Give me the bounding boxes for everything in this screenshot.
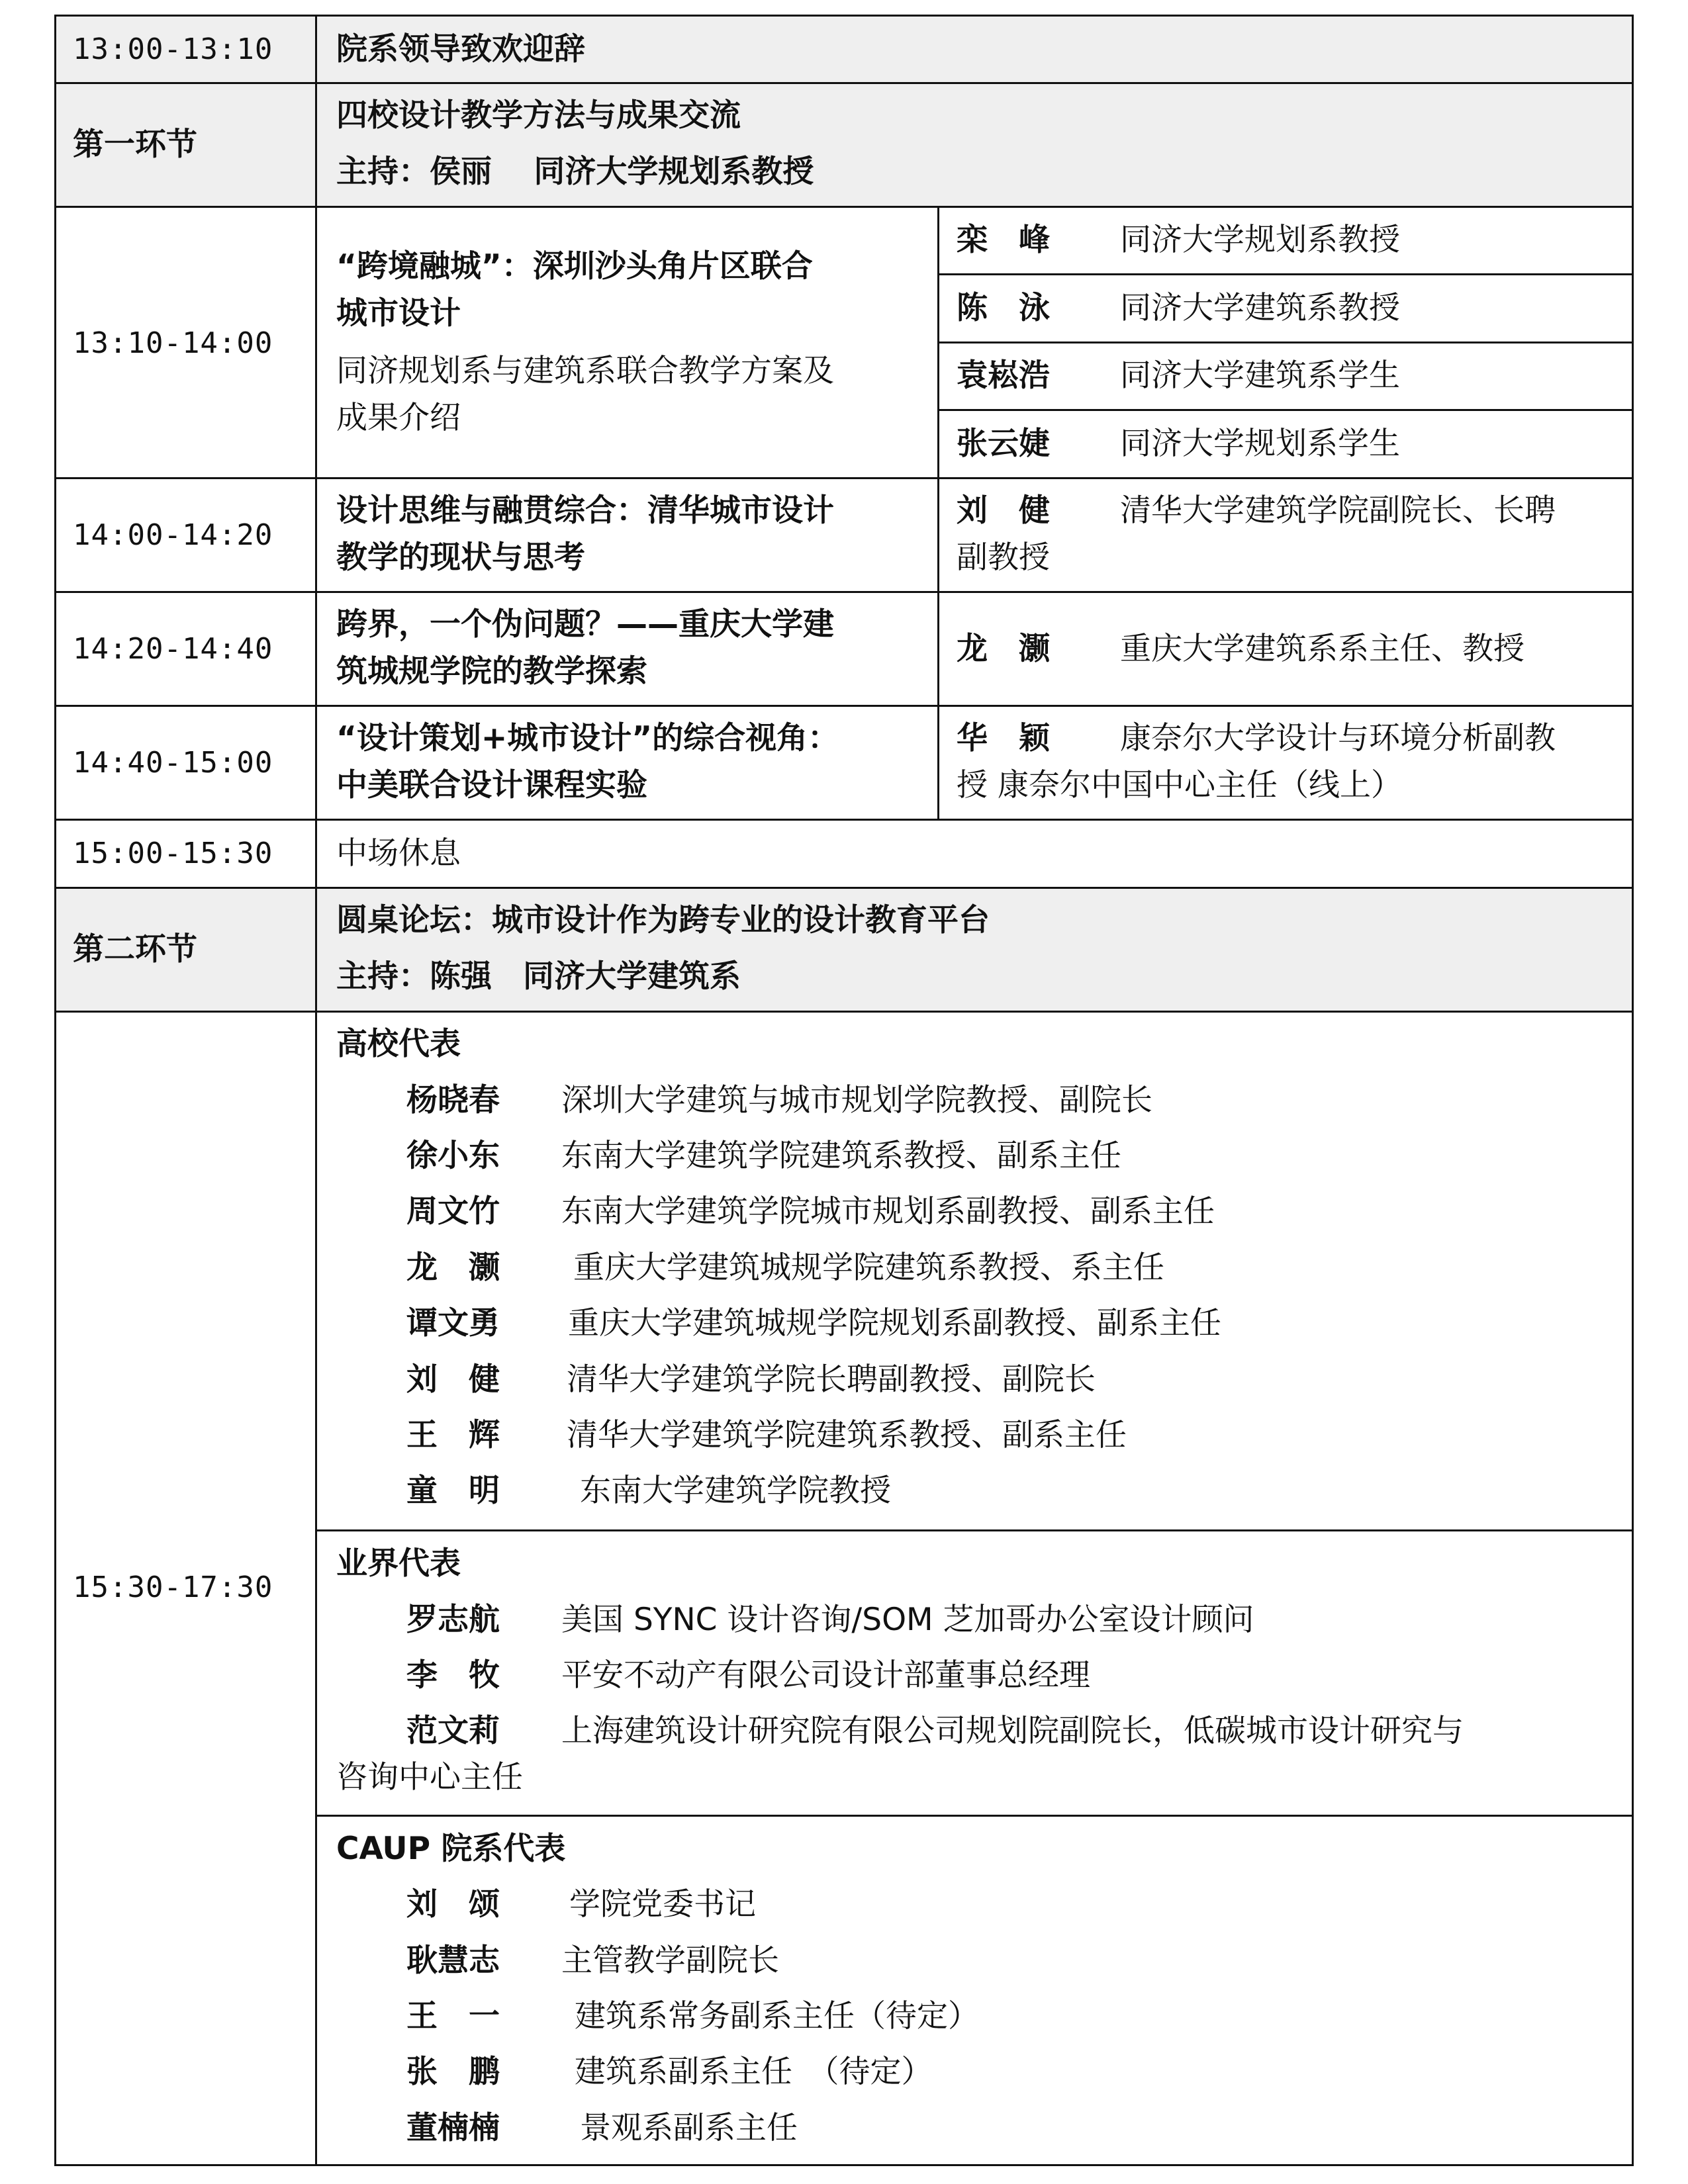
member-name: 董楠楠 <box>406 2110 500 2146</box>
member-role: 东南大学建筑学院教授 <box>580 1473 891 1509</box>
member-role: 景观系副系主任 <box>580 2110 798 2146</box>
speaker-name: 华 颖 <box>957 720 1050 756</box>
group-title: CAUP 院系代表 <box>336 1831 566 1867</box>
member-name: 李 牧 <box>406 1657 500 1694</box>
talk-title: 城市设计 <box>336 295 461 332</box>
member-name: 张 鹏 <box>406 2054 500 2090</box>
time-column-divider <box>315 15 317 2166</box>
row-divider <box>54 477 1634 479</box>
talk-title: 筑城规学院的教学探索 <box>336 653 647 690</box>
speaker-divider <box>938 409 1634 411</box>
speaker-name: 栾 峰 <box>957 222 1050 258</box>
member-name: 刘 颂 <box>406 1886 500 1923</box>
member-name: 徐小东 <box>406 1138 500 1174</box>
row-divider <box>54 206 1634 208</box>
talk-title: 中美联合设计课程实验 <box>336 767 647 803</box>
group-divider <box>316 1815 1634 1817</box>
member-name: 王 辉 <box>406 1417 500 1453</box>
section-title: 圆桌论坛：城市设计作为跨专业的设计教育平台 <box>336 902 990 938</box>
member-role-continued: 咨询中心主任 <box>336 1759 523 1796</box>
row-divider <box>54 887 1634 889</box>
talk-title: “跨境融城”：深圳沙头角片区联合 <box>336 248 813 285</box>
group-title: 高校代表 <box>336 1026 461 1062</box>
row-divider <box>54 1011 1634 1013</box>
talk-subtitle: 成果介绍 <box>336 400 461 436</box>
row-divider <box>54 82 1634 84</box>
member-role: 东南大学建筑学院城市规划系副教授、副系主任 <box>561 1193 1215 1230</box>
speaker-role: 副教授 <box>957 539 1050 576</box>
speaker-name: 袁崧浩 <box>957 357 1050 394</box>
table-border-bottom <box>54 2164 1634 2166</box>
section-host: 主持：侯丽 同济大学规划系教授 <box>336 154 814 190</box>
table-border-left <box>54 15 56 2166</box>
group-divider <box>316 1529 1634 1531</box>
member-name: 王 一 <box>406 1998 500 2034</box>
section-title: 四校设计教学方法与成果交流 <box>336 97 741 134</box>
speaker-role: 康奈尔大学设计与环境分析副教 <box>1120 720 1556 756</box>
member-name: 范文莉 <box>406 1713 500 1749</box>
row-divider <box>54 819 1634 821</box>
section-band-1 <box>54 83 1634 206</box>
speaker-role: 同济大学建筑系学生 <box>1120 357 1400 394</box>
member-name: 罗志航 <box>406 1602 500 1638</box>
speaker-column-divider <box>937 206 939 820</box>
member-role: 深圳大学建筑与城市规划学院教授、副院长 <box>561 1082 1152 1118</box>
member-name: 杨晓春 <box>406 1082 500 1118</box>
time-cell: 13:10-14:00 <box>73 326 273 360</box>
row-divider <box>54 591 1634 593</box>
section-label: 第一环节 <box>73 126 197 163</box>
member-role: 清华大学建筑学院长聘副教授、副院长 <box>567 1361 1096 1398</box>
member-role: 主管教学副院长 <box>561 1942 779 1979</box>
time-cell: 14:00-14:20 <box>73 518 273 552</box>
section-label: 第二环节 <box>73 931 197 968</box>
member-name: 龙 灏 <box>406 1250 500 1286</box>
member-name: 童 明 <box>406 1473 500 1509</box>
member-role: 重庆大学建筑城规学院建筑系教授、系主任 <box>573 1250 1164 1286</box>
speaker-name: 张云婕 <box>957 426 1050 462</box>
section-host: 主持：陈强 同济大学建筑系 <box>336 958 741 995</box>
member-role: 重庆大学建筑城规学院规划系副教授、副系主任 <box>568 1305 1221 1342</box>
speaker-name: 刘 健 <box>957 492 1050 529</box>
row-divider <box>54 705 1634 707</box>
member-role: 建筑系常务副系主任（待定） <box>575 1998 979 2034</box>
speaker-role: 清华大学建筑学院副院长、长聘 <box>1120 492 1556 529</box>
speaker-role: 同济大学规划系教授 <box>1120 222 1400 258</box>
row-band-welcome <box>54 15 1634 83</box>
speaker-role: 重庆大学建筑系系主任、教授 <box>1120 631 1524 667</box>
table-border-top <box>54 15 1634 17</box>
member-role: 学院党委书记 <box>569 1886 756 1923</box>
talk-title: 教学的现状与思考 <box>336 539 585 576</box>
member-role: 上海建筑设计研究院有限公司规划院副院长，低碳城市设计研究与 <box>561 1713 1464 1749</box>
member-role: 建筑系副系主任 （待定） <box>575 2054 933 2090</box>
member-role: 美国 SYNC 设计咨询/SOM 芝加哥办公室设计顾问 <box>561 1602 1254 1638</box>
talk-title: 跨界，一个伪问题？——重庆大学建 <box>336 606 834 643</box>
member-name: 谭文勇 <box>406 1305 500 1342</box>
session-title: 中场休息 <box>336 835 461 872</box>
talk-title: “设计策划+城市设计”的综合视角： <box>336 720 839 756</box>
speaker-role: 授 康奈尔中国中心主任（线上） <box>957 767 1402 803</box>
time-cell: 13:00-13:10 <box>73 32 273 66</box>
time-cell: 14:40-15:00 <box>73 746 273 780</box>
member-name: 刘 健 <box>406 1361 500 1398</box>
group-title: 业界代表 <box>336 1545 461 1582</box>
member-role: 平安不动产有限公司设计部董事总经理 <box>561 1657 1090 1694</box>
speaker-name: 龙 灏 <box>957 631 1050 667</box>
table-border-right <box>1632 15 1634 2166</box>
time-cell: 14:20-14:40 <box>73 632 273 666</box>
speaker-divider <box>938 273 1634 275</box>
talk-title: 设计思维与融贯综合：清华城市设计 <box>336 492 834 529</box>
session-title: 院系领导致欢迎辞 <box>336 31 585 68</box>
member-role: 东南大学建筑学院建筑系教授、副系主任 <box>561 1138 1121 1174</box>
member-name: 耿慧志 <box>406 1942 500 1979</box>
speaker-role: 同济大学规划系学生 <box>1120 426 1400 462</box>
time-cell: 15:30-17:30 <box>73 1570 273 1604</box>
member-name: 周文竹 <box>406 1193 500 1230</box>
speaker-divider <box>938 341 1634 343</box>
speaker-role: 同济大学建筑系教授 <box>1120 290 1400 326</box>
time-cell: 15:00-15:30 <box>73 837 273 870</box>
speaker-name: 陈 泳 <box>957 290 1050 326</box>
member-role: 清华大学建筑学院建筑系教授、副系主任 <box>567 1417 1127 1453</box>
talk-subtitle: 同济规划系与建筑系联合教学方案及 <box>336 353 834 389</box>
